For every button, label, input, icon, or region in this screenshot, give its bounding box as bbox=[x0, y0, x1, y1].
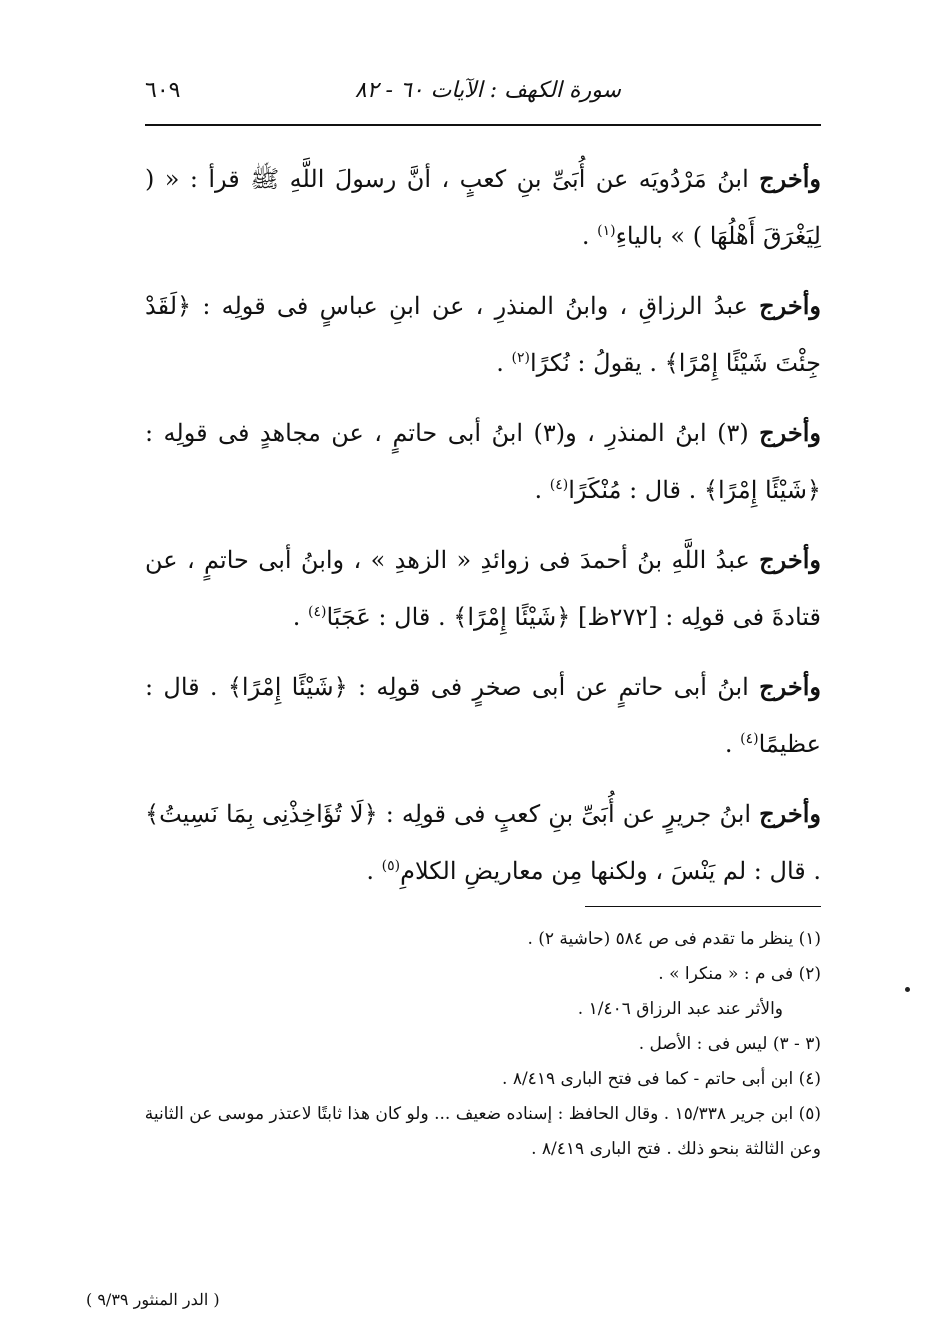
paragraph-text: ابنُ مَرْدُويَه عن أُبَىِّ بنِ كعبٍ ، أنَّ رسولَ اللَّهِ ﷺ قرأ : « ( لِيَغْرَقَ أَهْلُهَا ) » بالياءِ bbox=[145, 165, 821, 250]
paragraph bbox=[145, 658, 821, 773]
footnote: (٢) فى م : « منكرا » . bbox=[658, 964, 821, 984]
footnote-continuation: والأثر عند عبد الرزاق ١/٤٠٦ . bbox=[577, 999, 783, 1019]
paragraph-end: . bbox=[366, 857, 382, 885]
main-text bbox=[145, 150, 821, 912]
paragraph-text: عبدُ اللَّهِ بنُ أحمدَ فى زوائدِ « الزهدِ » ، وابنُ أبى حاتمٍ ، عن قتادةَ فى قولِه : [٢٧٢ظ] ﴿شَيْئًا إِمْرًا﴾ . قال : عَجَبًا bbox=[145, 546, 821, 631]
paragraph-lead: وأخرج bbox=[759, 672, 821, 701]
paragraph-end: . bbox=[292, 603, 308, 631]
paragraph bbox=[145, 277, 821, 392]
paragraph-lead: وأخرج bbox=[759, 291, 821, 320]
footnote-ref: (١) bbox=[597, 223, 616, 239]
stray-mark bbox=[905, 987, 910, 992]
paragraph-text: (٣) ابنُ المنذرِ ، و(٣) ابنُ أبى حاتمٍ ، عن مجاهدٍ فى قولِه : ﴿شَيْئًا إِمْرًا﴾ . قال : مُنْكَرًا bbox=[145, 419, 821, 504]
footnote: (٣ - ٣) ليس فى : الأصل . bbox=[638, 1034, 821, 1054]
paragraph-text: ابنُ أبى حاتمٍ عن أبى صخرٍ فى قولِه : ﴿شَيْئًا إِمْرًا﴾ . قال : عظيمًا bbox=[145, 673, 821, 758]
paragraph bbox=[145, 785, 821, 900]
running-title: سورة الكهف : الآيات ٦٠ - ٨٢ bbox=[354, 78, 621, 103]
footnote: (١) ينظر ما تقدم فى ص ٥٨٤ (حاشية ٢) . bbox=[527, 929, 821, 949]
paragraph-lead: وأخرج bbox=[759, 545, 821, 574]
paragraph-text: ابنُ جريرٍ عن أُبَىِّ بنِ كعبٍ فى قولِه : ﴿لَا تُؤَاخِذْنِى بِمَا نَسِيتُ﴾ . قال : لم يَنْسَ ، ولكنها مِن معاريضِ الكلامِ bbox=[145, 800, 821, 885]
paragraph-end: . bbox=[581, 222, 598, 250]
footnote-separator bbox=[585, 906, 821, 907]
paragraph-lead: وأخرج bbox=[759, 164, 821, 193]
paragraph-text: عبدُ الرزاقِ ، وابنُ المنذرِ ، عن ابنِ عباسٍ فى قولِه : ﴿لَقَدْ جِئْتَ شَيْئًا إِمْرًا﴾ . يقولُ : نُكرًا bbox=[145, 292, 821, 377]
paragraph-end: . bbox=[724, 730, 741, 758]
paragraph-end: . bbox=[496, 349, 512, 377]
page-number: ٦٠٩ bbox=[145, 78, 181, 103]
header-rule bbox=[145, 124, 821, 126]
footnote-ref: (٤) bbox=[740, 731, 759, 747]
paragraph-end: . bbox=[534, 476, 550, 504]
footnote-ref: (٥) bbox=[381, 858, 401, 874]
paragraph-lead: وأخرج bbox=[759, 799, 821, 828]
paragraph bbox=[145, 150, 821, 265]
volume-signature: ( الدر المنثور ٩/٣٩ ) bbox=[86, 1290, 220, 1309]
paragraph-lead: وأخرج bbox=[759, 418, 821, 447]
footnotes bbox=[140, 922, 821, 1167]
footnote-ref: (٢) bbox=[511, 350, 530, 366]
footnote: (٥) ابن جرير ١٥/٣٣٨ . وقال الحافظ : إسناده ضعيف ... ولو كان هذا ثابتًا لاعتذر موسى عن الثانية وعن الثالثة بنحو ذلك . فتح البارى ٨/٤١٩ . bbox=[144, 1104, 821, 1159]
paragraph bbox=[145, 531, 821, 646]
footnote-ref: (٤) bbox=[307, 604, 327, 620]
running-header bbox=[145, 78, 821, 114]
paragraph bbox=[145, 404, 821, 519]
footnote-ref: (٤) bbox=[549, 477, 569, 493]
footnote: (٤) ابن أبى حاتم - كما فى فتح البارى ٨/٤١٩ . bbox=[502, 1069, 821, 1089]
